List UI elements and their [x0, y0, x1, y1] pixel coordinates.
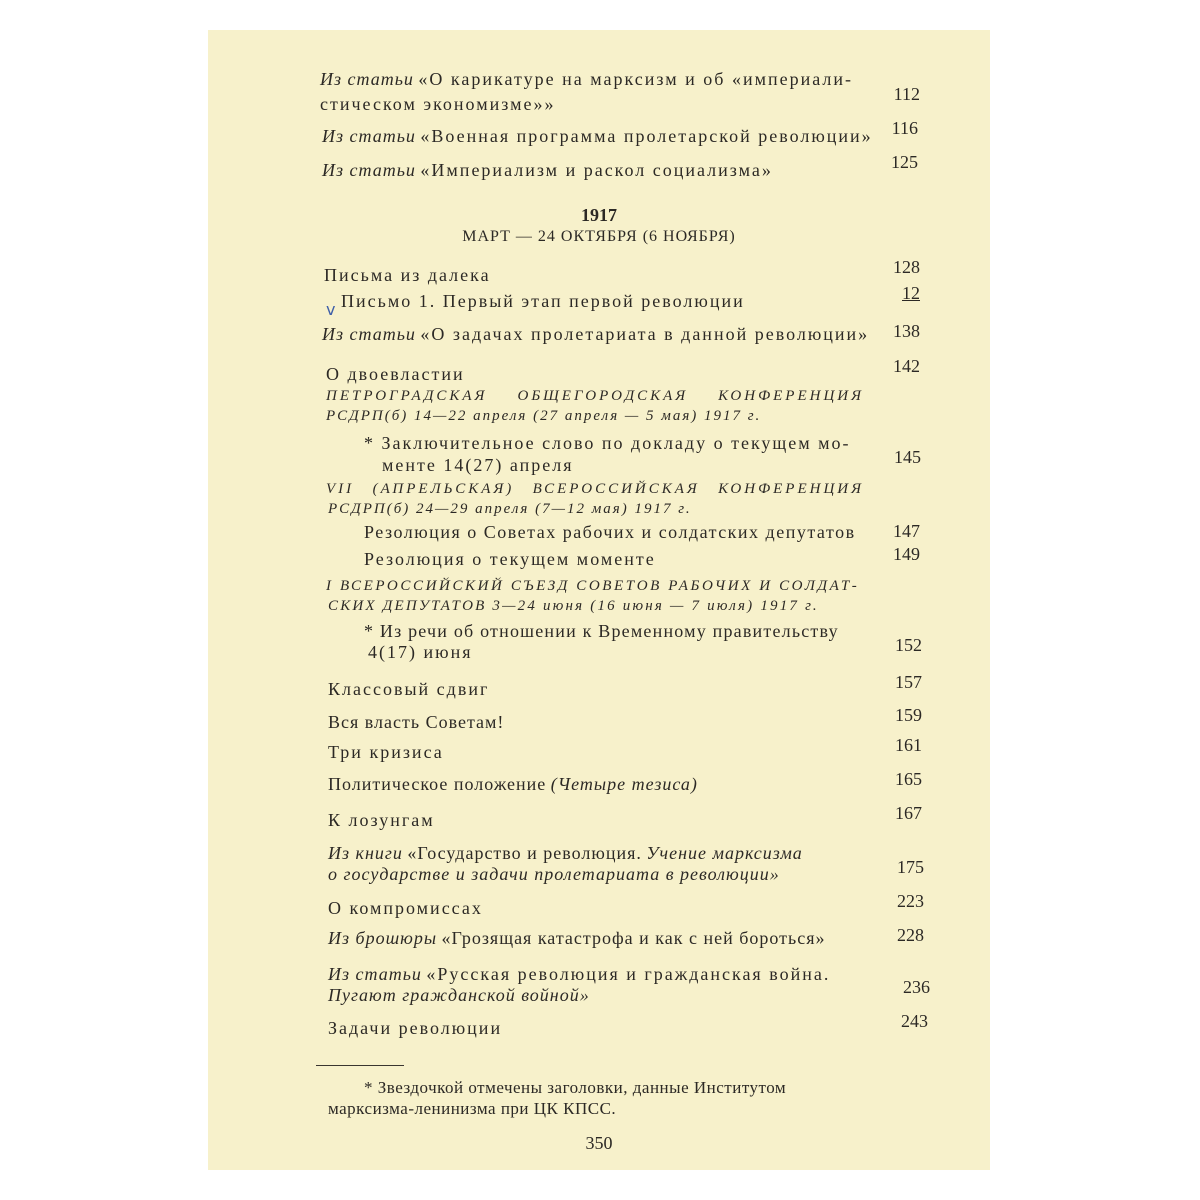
entry-title: * Заключительное слово по докладу о текущем мо- — [364, 433, 851, 453]
entry-title: Письма из далека — [324, 265, 491, 285]
handwritten-check-mark: v — [326, 300, 336, 319]
entry-title: Классовый сдвиг — [328, 679, 490, 699]
entry-label: Из брошюры — [328, 928, 438, 948]
conference-heading-continued: РСДРП(б) 24—29 апреля (7—12 мая) 1917 г. — [328, 501, 692, 517]
entry-label: Из статьи — [322, 160, 416, 180]
entry-title-continued: менте 14(27) апреля — [382, 455, 574, 475]
page-ref: 152 — [895, 635, 922, 655]
page-ref: 116 — [891, 118, 918, 138]
page-ref: 147 — [893, 521, 920, 541]
entry-label: Из статьи — [322, 324, 416, 344]
entry-title: Письмо 1. Первый этап первой революции — [341, 291, 745, 311]
heading-word: VII — [326, 481, 355, 497]
entry-title-continued: стическом экономизме»» — [320, 94, 556, 114]
heading-word: КОНФЕРЕНЦИЯ — [718, 481, 864, 497]
entry-subtitle-continued: о государстве и задачи пролетариата в революции» — [328, 864, 780, 884]
toc-entry-line — [328, 963, 830, 985]
entry-title: «Государство и революция. — [407, 843, 642, 863]
entry-title: «Империализм и раскол социализма» — [420, 160, 773, 180]
heading-word: КОНФЕРЕНЦИЯ — [718, 388, 864, 404]
entry-title: Политическое положение — [328, 774, 547, 794]
toc-entry-line — [322, 159, 773, 181]
entry-subtitle: Учение марксизма — [646, 843, 803, 863]
page-ref: 236 — [903, 977, 930, 997]
page-ref: 159 — [895, 705, 922, 725]
conference-heading — [326, 478, 864, 500]
page-ref: 167 — [895, 803, 922, 823]
heading-word: (АПРЕЛЬСКАЯ) — [372, 481, 515, 497]
toc-entry-line — [320, 68, 853, 90]
page-ref: 243 — [901, 1011, 928, 1031]
page-ref: 138 — [893, 321, 920, 341]
page-ref: 128 — [893, 257, 920, 277]
entry-title: «Русская революция и гражданская война. — [426, 964, 831, 984]
entry-title-continued: 4(17) июня — [368, 642, 473, 662]
footnote-line: * Звездочкой отмечены заголовки, данные Институтом — [364, 1078, 787, 1097]
page-ref: 142 — [893, 356, 920, 376]
page-ref: 149 — [893, 544, 920, 564]
entry-subtitle: (Четыре тезиса) — [550, 774, 698, 794]
entry-title: Задачи революции — [328, 1018, 503, 1038]
entry-title: «О карикатуре на марксизм и об «империали- — [418, 69, 853, 89]
entry-title: Три кризиса — [328, 742, 444, 762]
entry-title-continued: Пугают гражданской войной» — [328, 985, 590, 1005]
footnote-line: марксизма-ленинизма при ЦК КПСС. — [328, 1099, 617, 1118]
page-ref: 228 — [897, 925, 924, 945]
page-ref: 175 — [897, 857, 924, 877]
book-page — [208, 30, 990, 1170]
entry-title: О двоевластии — [326, 364, 465, 384]
entry-title: О компромиссах — [328, 898, 483, 918]
conference-heading-continued: РСДРП(б) 14—22 апреля (27 апреля — 5 мая) 1917 г. — [326, 408, 762, 424]
entry-title: Резолюция о текущем моменте — [364, 549, 656, 569]
toc-entry-line — [322, 125, 873, 147]
entry-title: «Военная программа пролетарской революции» — [420, 126, 873, 146]
page-ref: 12 — [902, 283, 920, 303]
entry-label: Из книги — [328, 843, 403, 863]
section-year: 1917 — [581, 205, 617, 225]
page-ref: 223 — [897, 891, 924, 911]
entry-title: * Из речи об отношении к Временному правительству — [364, 621, 839, 641]
entry-label: Из статьи — [328, 964, 422, 984]
heading-word: ПЕТРОГРАДСКАЯ — [326, 388, 488, 404]
entry-title: К лозунгам — [328, 810, 435, 830]
page-ref: 165 — [895, 769, 922, 789]
page-ref: 125 — [891, 152, 918, 172]
entry-title: Вся власть Советам! — [328, 712, 505, 732]
congress-heading: I ВСЕРОССИЙСКИЙ СЪЕЗД СОВЕТОВ РАБОЧИХ И СОЛДАТ- — [326, 578, 860, 594]
footnote-divider — [316, 1065, 404, 1066]
entry-label: Из статьи — [320, 69, 414, 89]
page-ref: 145 — [894, 447, 921, 467]
page-ref: 112 — [893, 84, 920, 104]
section-period: МАРТ — 24 ОКТЯБРЯ (6 НОЯБРЯ) — [462, 228, 736, 245]
heading-word: ВСЕРОССИЙСКАЯ — [532, 481, 700, 497]
page-ref: 161 — [895, 735, 922, 755]
conference-heading — [326, 385, 864, 407]
toc-entry-line — [328, 773, 698, 795]
page-number: 350 — [585, 1133, 613, 1153]
toc-entry-line — [328, 842, 803, 864]
entry-title: «О задачах пролетариата в данной революции» — [420, 324, 870, 344]
entry-label: Из статьи — [322, 126, 416, 146]
toc-entry-line — [322, 323, 869, 345]
entry-title: Резолюция о Советах рабочих и солдатских депутатов — [364, 522, 856, 542]
page-ref: 157 — [895, 672, 922, 692]
congress-heading-continued: СКИХ ДЕПУТАТОВ 3—24 июня (16 июня — 7 июля) 1917 г. — [328, 598, 819, 614]
entry-title: «Грозящая катастрофа и как с ней бороться» — [441, 928, 826, 948]
toc-entry-line — [328, 927, 826, 949]
heading-word: ОБЩЕГОРОДСКАЯ — [517, 388, 689, 404]
